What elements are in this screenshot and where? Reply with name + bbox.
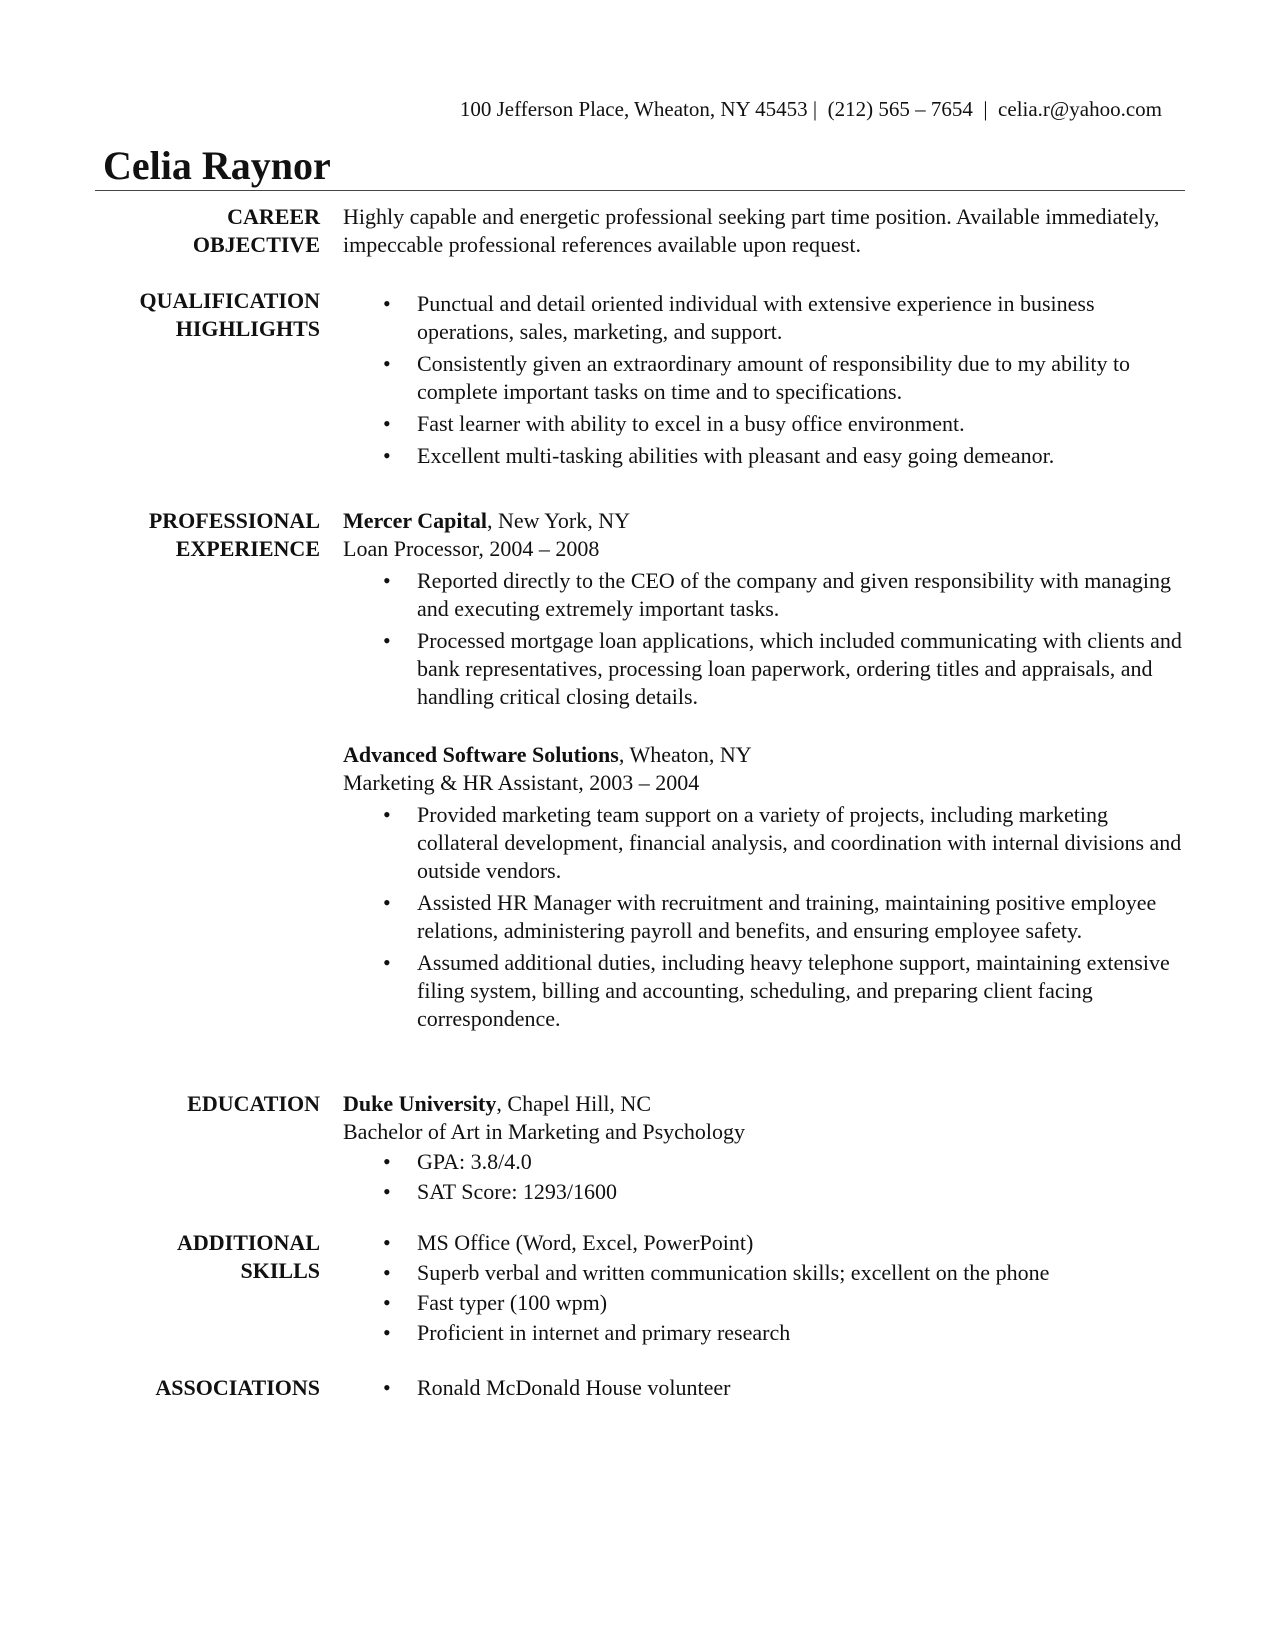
school-location: , Chapel Hill, NC bbox=[496, 1091, 651, 1116]
list-item bbox=[343, 442, 1183, 470]
section-label-education bbox=[95, 1090, 320, 1118]
list-item bbox=[343, 567, 1183, 623]
list-item-text: Proficient in internet and primary research bbox=[417, 1320, 791, 1345]
section-label-line: HIGHLIGHTS bbox=[175, 316, 320, 341]
section-label-line: EDUCATION bbox=[187, 1091, 320, 1116]
company-location: , Wheaton, NY bbox=[618, 742, 752, 767]
bullet-icon: • bbox=[383, 351, 391, 376]
bullet-icon: • bbox=[383, 1149, 391, 1174]
qualification-list bbox=[343, 290, 1183, 470]
section-label-line: EXPERIENCE bbox=[175, 536, 320, 561]
bullet-icon: • bbox=[383, 1230, 391, 1255]
job-employer bbox=[343, 741, 1183, 769]
list-item-text: Reported directly to the CEO of the company and given responsibility with managing and executing extremely important tasks. bbox=[417, 568, 1171, 621]
list-item-text: Consistently given an extraordinary amount of responsibility due to my ability to complete important tasks on time and to specifications. bbox=[417, 351, 1131, 404]
bullet-icon: • bbox=[383, 1320, 391, 1345]
list-item bbox=[343, 889, 1183, 945]
job-entry bbox=[343, 741, 1183, 1033]
list-item-text: GPA: 3.8/4.0 bbox=[417, 1149, 532, 1174]
company-name: Mercer Capital bbox=[343, 508, 487, 533]
section-label-qualification-highlights bbox=[95, 287, 320, 343]
company-name: Advanced Software Solutions bbox=[343, 742, 619, 767]
list-item-text: Superb verbal and written communication skills; excellent on the phone bbox=[417, 1260, 1050, 1285]
bullet-icon: • bbox=[383, 1375, 391, 1400]
section-label-line: PROFESSIONAL bbox=[148, 508, 320, 533]
section-label-line: SKILLS bbox=[240, 1258, 320, 1283]
additional-skills-body bbox=[343, 1229, 1183, 1347]
bullet-icon: • bbox=[383, 802, 391, 827]
job-role: Loan Processor, 2004 – 2008 bbox=[343, 536, 600, 561]
candidate-name: Celia Raynor bbox=[103, 143, 331, 188]
education-body bbox=[343, 1090, 1183, 1206]
list-item bbox=[343, 627, 1183, 711]
list-item-text: Provided marketing team support on a variety of projects, including marketing collateral development, financial analysis, and coordination with internal divisions and outside vendors. bbox=[417, 802, 1182, 883]
list-item-text: Assumed additional duties, including heavy telephone support, maintaining extensive filing system, billing and accounting, scheduling, and preparing client facing correspondence. bbox=[417, 950, 1170, 1031]
list-item bbox=[343, 1374, 1183, 1402]
list-item bbox=[343, 801, 1183, 885]
bullet-icon: • bbox=[383, 291, 391, 316]
list-item bbox=[343, 1319, 1183, 1347]
bullet-icon: • bbox=[383, 411, 391, 436]
section-label-career-objective bbox=[95, 203, 320, 259]
career-objective-body bbox=[343, 203, 1183, 259]
section-label-line: QUALIFICATION bbox=[139, 288, 320, 313]
job-bullets bbox=[343, 801, 1183, 1033]
section-label-line: ADDITIONAL bbox=[176, 1230, 320, 1255]
list-item-text: Fast typer (100 wpm) bbox=[417, 1290, 608, 1315]
school-name: Duke University bbox=[343, 1091, 497, 1116]
list-item bbox=[343, 1259, 1183, 1287]
list-item-text: Processed mortgage loan applications, which included communicating with clients and bank representatives, processing loan paperwork, ordering titles and appraisals, and handling critical closing details. bbox=[417, 628, 1182, 709]
bullet-icon: • bbox=[383, 890, 391, 915]
section-label-associations bbox=[95, 1374, 320, 1402]
section-label-line: ASSOCIATIONS bbox=[155, 1375, 320, 1400]
bullet-icon: • bbox=[383, 950, 391, 975]
associations-body bbox=[343, 1374, 1183, 1402]
skills-list bbox=[343, 1229, 1183, 1347]
header-divider bbox=[95, 190, 1185, 191]
list-item-text: Fast learner with ability to excel in a busy office environment. bbox=[417, 411, 965, 436]
job-entry-body bbox=[343, 741, 1183, 1033]
list-item bbox=[343, 1289, 1183, 1317]
school bbox=[343, 1090, 1183, 1118]
list-item bbox=[343, 350, 1183, 406]
associations-list bbox=[343, 1374, 1183, 1402]
list-item-text: SAT Score: 1293/1600 bbox=[417, 1179, 618, 1204]
bullet-icon: • bbox=[383, 568, 391, 593]
qualification-highlights-body bbox=[343, 290, 1183, 470]
job-role: Marketing & HR Assistant, 2003 – 2004 bbox=[343, 770, 700, 795]
list-item-text: Ronald McDonald House volunteer bbox=[417, 1375, 731, 1400]
list-item bbox=[343, 1148, 1183, 1176]
bullet-icon: • bbox=[383, 1179, 391, 1204]
list-item bbox=[343, 410, 1183, 438]
education-list bbox=[343, 1148, 1183, 1206]
bullet-icon: • bbox=[383, 1260, 391, 1285]
section-label-line: OBJECTIVE bbox=[192, 232, 320, 257]
list-item bbox=[343, 1229, 1183, 1257]
section-label-additional-skills bbox=[95, 1229, 320, 1285]
bullet-icon: • bbox=[383, 443, 391, 468]
list-item bbox=[343, 1178, 1183, 1206]
job-employer bbox=[343, 507, 1183, 535]
list-item-text: Assisted HR Manager with recruitment and training, maintaining positive employee relations, administering payroll and benefits, and ensuring employee safety. bbox=[417, 890, 1157, 943]
list-item-text: Punctual and detail oriented individual with extensive experience in business operations, sales, marketing, and support. bbox=[417, 291, 1095, 344]
career-objective-text: Highly capable and energetic professional seeking part time position. Available immediately, impeccable professional references available upon request. bbox=[343, 204, 1160, 257]
list-item-text: MS Office (Word, Excel, PowerPoint) bbox=[417, 1230, 754, 1255]
list-item-text: Excellent multi-tasking abilities with pleasant and easy going demeanor. bbox=[417, 443, 1055, 468]
section-label-line: CAREER bbox=[227, 204, 320, 229]
professional-experience-body bbox=[343, 507, 1183, 711]
job-entry bbox=[343, 507, 1183, 711]
bullet-icon: • bbox=[383, 628, 391, 653]
section-label-professional-experience bbox=[95, 507, 320, 563]
company-location: , New York, NY bbox=[486, 508, 630, 533]
contact-line: 100 Jefferson Place, Wheaton, NY 45453 | (212) 565 – 7654 | celia.r@yahoo.com bbox=[459, 97, 1162, 121]
bullet-icon: • bbox=[383, 1290, 391, 1315]
list-item bbox=[343, 290, 1183, 346]
list-item bbox=[343, 949, 1183, 1033]
degree: Bachelor of Art in Marketing and Psychology bbox=[343, 1119, 746, 1144]
job-bullets bbox=[343, 567, 1183, 711]
